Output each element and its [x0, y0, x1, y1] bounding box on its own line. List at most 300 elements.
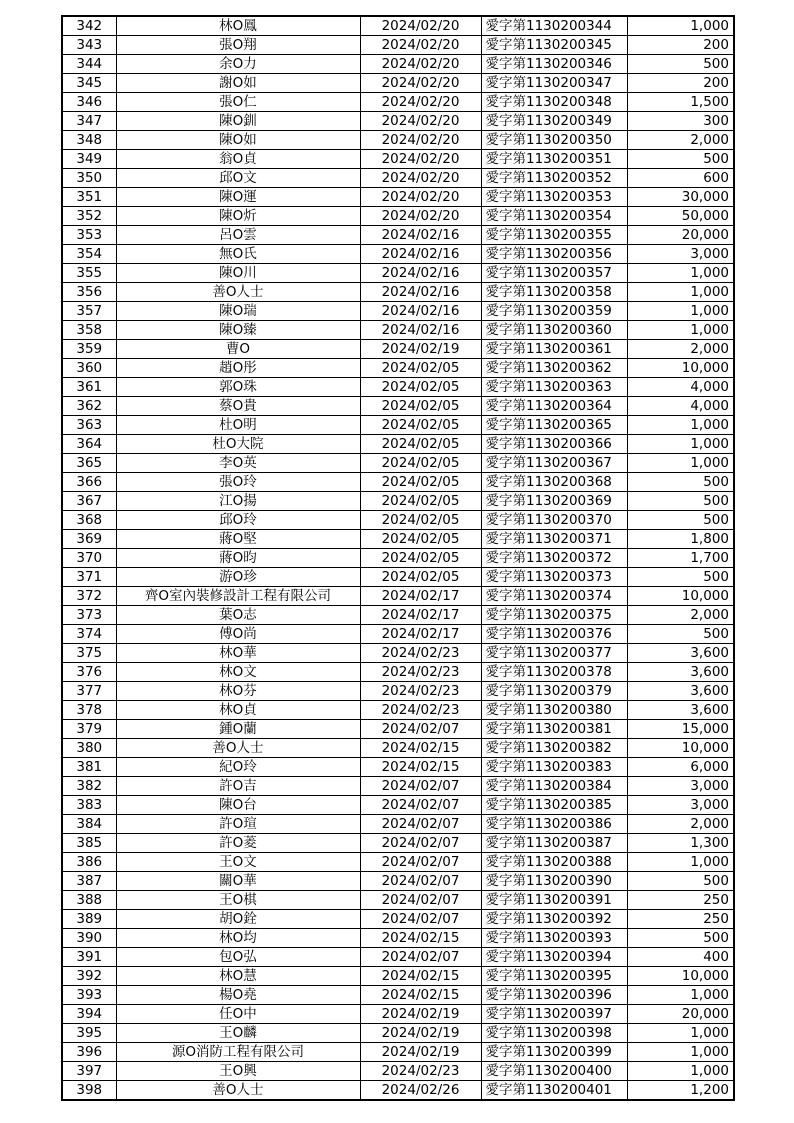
- receipt-number: 愛字第1130200355: [481, 226, 627, 245]
- receipt-number: 愛字第1130200351: [481, 150, 627, 169]
- donation-date: 2024/02/05: [360, 397, 481, 416]
- donor-name: 陳O運: [116, 188, 360, 207]
- table-row: [62, 207, 734, 226]
- donor-name: 游O珍: [116, 568, 360, 587]
- row-number: 365: [62, 454, 116, 473]
- row-number: 375: [62, 644, 116, 663]
- donation-amount: 4,000: [627, 397, 734, 416]
- donation-amount: 300: [627, 112, 734, 131]
- table-row: [62, 758, 734, 777]
- row-number: 364: [62, 435, 116, 454]
- table-row: [62, 150, 734, 169]
- donation-date: 2024/02/15: [360, 739, 481, 758]
- donation-date: 2024/02/20: [360, 112, 481, 131]
- receipt-number: 愛字第1130200385: [481, 796, 627, 815]
- table-row: [62, 435, 734, 454]
- row-number: 389: [62, 910, 116, 929]
- donation-date: 2024/02/17: [360, 625, 481, 644]
- donation-amount: 1,000: [627, 1043, 734, 1062]
- donor-name: 善O人士: [116, 1081, 360, 1101]
- donation-date: 2024/02/20: [360, 55, 481, 74]
- donation-amount: 250: [627, 891, 734, 910]
- donor-name: 林O貞: [116, 701, 360, 720]
- table-row: [62, 929, 734, 948]
- donation-amount: 200: [627, 36, 734, 55]
- donation-date: 2024/02/20: [360, 93, 481, 112]
- receipt-number: 愛字第1130200350: [481, 131, 627, 150]
- table-body: [62, 16, 734, 1100]
- row-number: 376: [62, 663, 116, 682]
- donor-name: 任O中: [116, 1005, 360, 1024]
- donation-amount: 400: [627, 948, 734, 967]
- row-number: 382: [62, 777, 116, 796]
- row-number: 348: [62, 131, 116, 150]
- donation-amount: 1,000: [627, 454, 734, 473]
- donation-date: 2024/02/07: [360, 872, 481, 891]
- donor-name: 陳O瑞: [116, 302, 360, 321]
- donor-name: 郭O珠: [116, 378, 360, 397]
- receipt-number: 愛字第1130200392: [481, 910, 627, 929]
- receipt-number: 愛字第1130200375: [481, 606, 627, 625]
- table-row: [62, 169, 734, 188]
- row-number: 388: [62, 891, 116, 910]
- receipt-number: 愛字第1130200373: [481, 568, 627, 587]
- donation-date: 2024/02/05: [360, 378, 481, 397]
- donation-amount: 10,000: [627, 739, 734, 758]
- donation-amount: 50,000: [627, 207, 734, 226]
- donation-date: 2024/02/05: [360, 530, 481, 549]
- table-row: [62, 16, 734, 36]
- table-row: [62, 1062, 734, 1081]
- receipt-number: 愛字第1130200353: [481, 188, 627, 207]
- donation-amount: 10,000: [627, 587, 734, 606]
- receipt-number: 愛字第1130200363: [481, 378, 627, 397]
- donor-name: 王O文: [116, 853, 360, 872]
- donation-amount: 3,600: [627, 682, 734, 701]
- donation-date: 2024/02/05: [360, 435, 481, 454]
- table-row: [62, 587, 734, 606]
- row-number: 384: [62, 815, 116, 834]
- donor-name: 善O人士: [116, 739, 360, 758]
- receipt-number: 愛字第1130200371: [481, 530, 627, 549]
- donation-date: 2024/02/07: [360, 834, 481, 853]
- table-row: [62, 1081, 734, 1101]
- row-number: 377: [62, 682, 116, 701]
- donor-name: 翁O貞: [116, 150, 360, 169]
- donation-amount: 10,000: [627, 359, 734, 378]
- receipt-number: 愛字第1130200361: [481, 340, 627, 359]
- table-row: [62, 226, 734, 245]
- receipt-number: 愛字第1130200377: [481, 644, 627, 663]
- donation-date: 2024/02/05: [360, 511, 481, 530]
- donor-name: 杜O明: [116, 416, 360, 435]
- receipt-number: 愛字第1130200349: [481, 112, 627, 131]
- row-number: 391: [62, 948, 116, 967]
- row-number: 350: [62, 169, 116, 188]
- table-row: [62, 321, 734, 340]
- row-number: 358: [62, 321, 116, 340]
- receipt-number: 愛字第1130200390: [481, 872, 627, 891]
- table-row: [62, 948, 734, 967]
- donation-amount: 3,600: [627, 644, 734, 663]
- row-number: 373: [62, 606, 116, 625]
- table-row: [62, 891, 734, 910]
- receipt-number: 愛字第1130200397: [481, 1005, 627, 1024]
- donation-amount: 1,200: [627, 1081, 734, 1101]
- table-row: [62, 986, 734, 1005]
- table-row: [62, 188, 734, 207]
- donation-date: 2024/02/07: [360, 796, 481, 815]
- receipt-number: 愛字第1130200400: [481, 1062, 627, 1081]
- table-row: [62, 568, 734, 587]
- table-row: [62, 340, 734, 359]
- table-row: [62, 720, 734, 739]
- donation-date: 2024/02/20: [360, 16, 481, 36]
- donation-date: 2024/02/16: [360, 226, 481, 245]
- donor-name: 陳O台: [116, 796, 360, 815]
- receipt-number: 愛字第1130200368: [481, 473, 627, 492]
- donor-name: 蔣O昀: [116, 549, 360, 568]
- donation-amount: 500: [627, 625, 734, 644]
- table-row: [62, 739, 734, 758]
- donation-date: 2024/02/20: [360, 188, 481, 207]
- receipt-number: 愛字第1130200359: [481, 302, 627, 321]
- table-row: [62, 872, 734, 891]
- donor-name: 余O力: [116, 55, 360, 74]
- donor-name: 鍾O蘭: [116, 720, 360, 739]
- table-row: [62, 264, 734, 283]
- row-number: 395: [62, 1024, 116, 1043]
- donor-name: 紀O玲: [116, 758, 360, 777]
- receipt-number: 愛字第1130200396: [481, 986, 627, 1005]
- row-number: 386: [62, 853, 116, 872]
- donor-name: 王O興: [116, 1062, 360, 1081]
- donation-date: 2024/02/19: [360, 1043, 481, 1062]
- donation-date: 2024/02/07: [360, 948, 481, 967]
- donation-amount: 1,700: [627, 549, 734, 568]
- donation-date: 2024/02/07: [360, 853, 481, 872]
- table-row: [62, 74, 734, 93]
- donor-name: 林O華: [116, 644, 360, 663]
- donor-name: 蔣O堅: [116, 530, 360, 549]
- row-number: 394: [62, 1005, 116, 1024]
- row-number: 369: [62, 530, 116, 549]
- donation-date: 2024/02/15: [360, 929, 481, 948]
- donor-name: 邱O文: [116, 169, 360, 188]
- table-row: [62, 283, 734, 302]
- table-row: [62, 302, 734, 321]
- receipt-number: 愛字第1130200381: [481, 720, 627, 739]
- donation-date: 2024/02/16: [360, 245, 481, 264]
- row-number: 361: [62, 378, 116, 397]
- row-number: 347: [62, 112, 116, 131]
- donation-amount: 1,000: [627, 1024, 734, 1043]
- table-row: [62, 454, 734, 473]
- donation-date: 2024/02/05: [360, 549, 481, 568]
- donation-amount: 2,000: [627, 131, 734, 150]
- row-number: 359: [62, 340, 116, 359]
- donation-date: 2024/02/07: [360, 720, 481, 739]
- table-row: [62, 473, 734, 492]
- table-row: [62, 378, 734, 397]
- row-number: 393: [62, 986, 116, 1005]
- donor-name: 陳O如: [116, 131, 360, 150]
- donation-amount: 500: [627, 929, 734, 948]
- receipt-number: 愛字第1130200364: [481, 397, 627, 416]
- donation-table: [61, 15, 735, 1101]
- donation-amount: 15,000: [627, 720, 734, 739]
- donation-date: 2024/02/26: [360, 1081, 481, 1101]
- donation-date: 2024/02/23: [360, 663, 481, 682]
- donation-date: 2024/02/16: [360, 283, 481, 302]
- donation-amount: 500: [627, 568, 734, 587]
- donation-date: 2024/02/15: [360, 967, 481, 986]
- donor-name: 陳O川: [116, 264, 360, 283]
- donation-date: 2024/02/16: [360, 264, 481, 283]
- donor-name: 趙O彤: [116, 359, 360, 378]
- donor-name: 胡O銓: [116, 910, 360, 929]
- row-number: 346: [62, 93, 116, 112]
- receipt-number: 愛字第1130200370: [481, 511, 627, 530]
- row-number: 380: [62, 739, 116, 758]
- table-row: [62, 530, 734, 549]
- donor-name: 陳O釧: [116, 112, 360, 131]
- table-row: [62, 834, 734, 853]
- row-number: 352: [62, 207, 116, 226]
- receipt-number: 愛字第1130200365: [481, 416, 627, 435]
- receipt-number: 愛字第1130200387: [481, 834, 627, 853]
- donor-name: 包O弘: [116, 948, 360, 967]
- row-number: 342: [62, 16, 116, 36]
- donation-amount: 600: [627, 169, 734, 188]
- table-row: [62, 663, 734, 682]
- receipt-number: 愛字第1130200388: [481, 853, 627, 872]
- table-row: [62, 36, 734, 55]
- donation-amount: 4,000: [627, 378, 734, 397]
- row-number: 343: [62, 36, 116, 55]
- receipt-number: 愛字第1130200378: [481, 663, 627, 682]
- receipt-number: 愛字第1130200391: [481, 891, 627, 910]
- receipt-number: 愛字第1130200386: [481, 815, 627, 834]
- donation-date: 2024/02/20: [360, 74, 481, 93]
- donation-amount: 2,000: [627, 815, 734, 834]
- row-number: 398: [62, 1081, 116, 1101]
- donation-date: 2024/02/20: [360, 150, 481, 169]
- donation-amount: 3,600: [627, 663, 734, 682]
- donor-name: 傅O尚: [116, 625, 360, 644]
- row-number: 353: [62, 226, 116, 245]
- donation-date: 2024/02/15: [360, 758, 481, 777]
- row-number: 368: [62, 511, 116, 530]
- receipt-number: 愛字第1130200352: [481, 169, 627, 188]
- donation-date: 2024/02/05: [360, 473, 481, 492]
- donation-date: 2024/02/23: [360, 682, 481, 701]
- receipt-number: 愛字第1130200369: [481, 492, 627, 511]
- row-number: 387: [62, 872, 116, 891]
- donor-name: 陳O臻: [116, 321, 360, 340]
- table-row: [62, 55, 734, 74]
- donation-date: 2024/02/07: [360, 910, 481, 929]
- receipt-number: 愛字第1130200348: [481, 93, 627, 112]
- donor-name: 杜O大院: [116, 435, 360, 454]
- table-row: [62, 1043, 734, 1062]
- row-number: 374: [62, 625, 116, 644]
- donor-name: 許O瑄: [116, 815, 360, 834]
- row-number: 392: [62, 967, 116, 986]
- receipt-number: 愛字第1130200347: [481, 74, 627, 93]
- receipt-number: 愛字第1130200362: [481, 359, 627, 378]
- donation-date: 2024/02/05: [360, 492, 481, 511]
- donation-date: 2024/02/16: [360, 302, 481, 321]
- table-row: [62, 416, 734, 435]
- receipt-number: 愛字第1130200395: [481, 967, 627, 986]
- donor-name: 王O麟: [116, 1024, 360, 1043]
- row-number: 397: [62, 1062, 116, 1081]
- donor-name: 李O英: [116, 454, 360, 473]
- row-number: 366: [62, 473, 116, 492]
- receipt-number: 愛字第1130200374: [481, 587, 627, 606]
- row-number: 363: [62, 416, 116, 435]
- donation-date: 2024/02/23: [360, 644, 481, 663]
- table-row: [62, 701, 734, 720]
- row-number: 367: [62, 492, 116, 511]
- donor-name: 葉O志: [116, 606, 360, 625]
- table-row: [62, 112, 734, 131]
- receipt-number: 愛字第1130200358: [481, 283, 627, 302]
- donor-name: 張O仁: [116, 93, 360, 112]
- donation-amount: 500: [627, 492, 734, 511]
- receipt-number: 愛字第1130200382: [481, 739, 627, 758]
- row-number: 354: [62, 245, 116, 264]
- donation-amount: 1,000: [627, 264, 734, 283]
- receipt-number: 愛字第1130200379: [481, 682, 627, 701]
- donation-date: 2024/02/05: [360, 416, 481, 435]
- donation-amount: 1,000: [627, 321, 734, 340]
- row-number: 360: [62, 359, 116, 378]
- donor-name: 陳O炘: [116, 207, 360, 226]
- donation-amount: 3,000: [627, 796, 734, 815]
- donation-date: 2024/02/15: [360, 986, 481, 1005]
- donation-amount: 20,000: [627, 1005, 734, 1024]
- table-row: [62, 625, 734, 644]
- donation-amount: 250: [627, 910, 734, 929]
- donor-name: 林O文: [116, 663, 360, 682]
- donation-date: 2024/02/19: [360, 1024, 481, 1043]
- donation-date: 2024/02/19: [360, 340, 481, 359]
- receipt-number: 愛字第1130200384: [481, 777, 627, 796]
- table-row: [62, 1024, 734, 1043]
- donor-name: 源O消防工程有限公司: [116, 1043, 360, 1062]
- donor-name: 呂O雲: [116, 226, 360, 245]
- donation-amount: 1,000: [627, 416, 734, 435]
- row-number: 370: [62, 549, 116, 568]
- donation-date: 2024/02/20: [360, 207, 481, 226]
- donor-name: 林O均: [116, 929, 360, 948]
- row-number: 372: [62, 587, 116, 606]
- row-number: 357: [62, 302, 116, 321]
- donation-date: 2024/02/17: [360, 587, 481, 606]
- donation-date: 2024/02/20: [360, 131, 481, 150]
- donation-date: 2024/02/07: [360, 777, 481, 796]
- donor-name: 齊O室內裝修設計工程有限公司: [116, 587, 360, 606]
- table-row: [62, 777, 734, 796]
- donation-date: 2024/02/23: [360, 701, 481, 720]
- row-number: 390: [62, 929, 116, 948]
- donation-amount: 500: [627, 55, 734, 74]
- receipt-number: 愛字第1130200383: [481, 758, 627, 777]
- donation-amount: 200: [627, 74, 734, 93]
- donation-amount: 1,000: [627, 435, 734, 454]
- row-number: 371: [62, 568, 116, 587]
- receipt-number: 愛字第1130200366: [481, 435, 627, 454]
- donation-amount: 1,300: [627, 834, 734, 853]
- donation-date: 2024/02/07: [360, 815, 481, 834]
- table-row: [62, 511, 734, 530]
- donor-name: 張O翔: [116, 36, 360, 55]
- donation-amount: 20,000: [627, 226, 734, 245]
- donation-amount: 500: [627, 473, 734, 492]
- row-number: 362: [62, 397, 116, 416]
- receipt-number: 愛字第1130200398: [481, 1024, 627, 1043]
- donation-amount: 10,000: [627, 967, 734, 986]
- donation-amount: 1,000: [627, 283, 734, 302]
- table-row: [62, 549, 734, 568]
- donor-name: 關O華: [116, 872, 360, 891]
- donor-name: 曹O: [116, 340, 360, 359]
- row-number: 356: [62, 283, 116, 302]
- donation-date: 2024/02/20: [360, 36, 481, 55]
- donation-date: 2024/02/17: [360, 606, 481, 625]
- table-row: [62, 606, 734, 625]
- donation-amount: 1,000: [627, 1062, 734, 1081]
- row-number: 381: [62, 758, 116, 777]
- donation-amount: 6,000: [627, 758, 734, 777]
- donation-amount: 3,000: [627, 777, 734, 796]
- donor-name: 林O芬: [116, 682, 360, 701]
- table-row: [62, 397, 734, 416]
- donor-name: 蔡O貴: [116, 397, 360, 416]
- receipt-number: 愛字第1130200344: [481, 16, 627, 36]
- donor-name: 楊O堯: [116, 986, 360, 1005]
- table-row: [62, 796, 734, 815]
- row-number: 349: [62, 150, 116, 169]
- donation-amount: 3,600: [627, 701, 734, 720]
- donation-amount: 30,000: [627, 188, 734, 207]
- donation-amount: 500: [627, 511, 734, 530]
- row-number: 378: [62, 701, 116, 720]
- table-row: [62, 644, 734, 663]
- receipt-number: 愛字第1130200346: [481, 55, 627, 74]
- receipt-number: 愛字第1130200357: [481, 264, 627, 283]
- donor-name: 許O吉: [116, 777, 360, 796]
- table-row: [62, 93, 734, 112]
- row-number: 344: [62, 55, 116, 74]
- receipt-number: 愛字第1130200401: [481, 1081, 627, 1101]
- donation-date: 2024/02/05: [360, 359, 481, 378]
- donation-amount: 2,000: [627, 606, 734, 625]
- receipt-number: 愛字第1130200376: [481, 625, 627, 644]
- donation-date: 2024/02/23: [360, 1062, 481, 1081]
- receipt-number: 愛字第1130200360: [481, 321, 627, 340]
- receipt-number: 愛字第1130200345: [481, 36, 627, 55]
- receipt-number: 愛字第1130200394: [481, 948, 627, 967]
- donation-amount: 3,000: [627, 245, 734, 264]
- table-row: [62, 492, 734, 511]
- donation-date: 2024/02/05: [360, 568, 481, 587]
- row-number: 345: [62, 74, 116, 93]
- donor-name: 無O氏: [116, 245, 360, 264]
- donor-name: 張O玲: [116, 473, 360, 492]
